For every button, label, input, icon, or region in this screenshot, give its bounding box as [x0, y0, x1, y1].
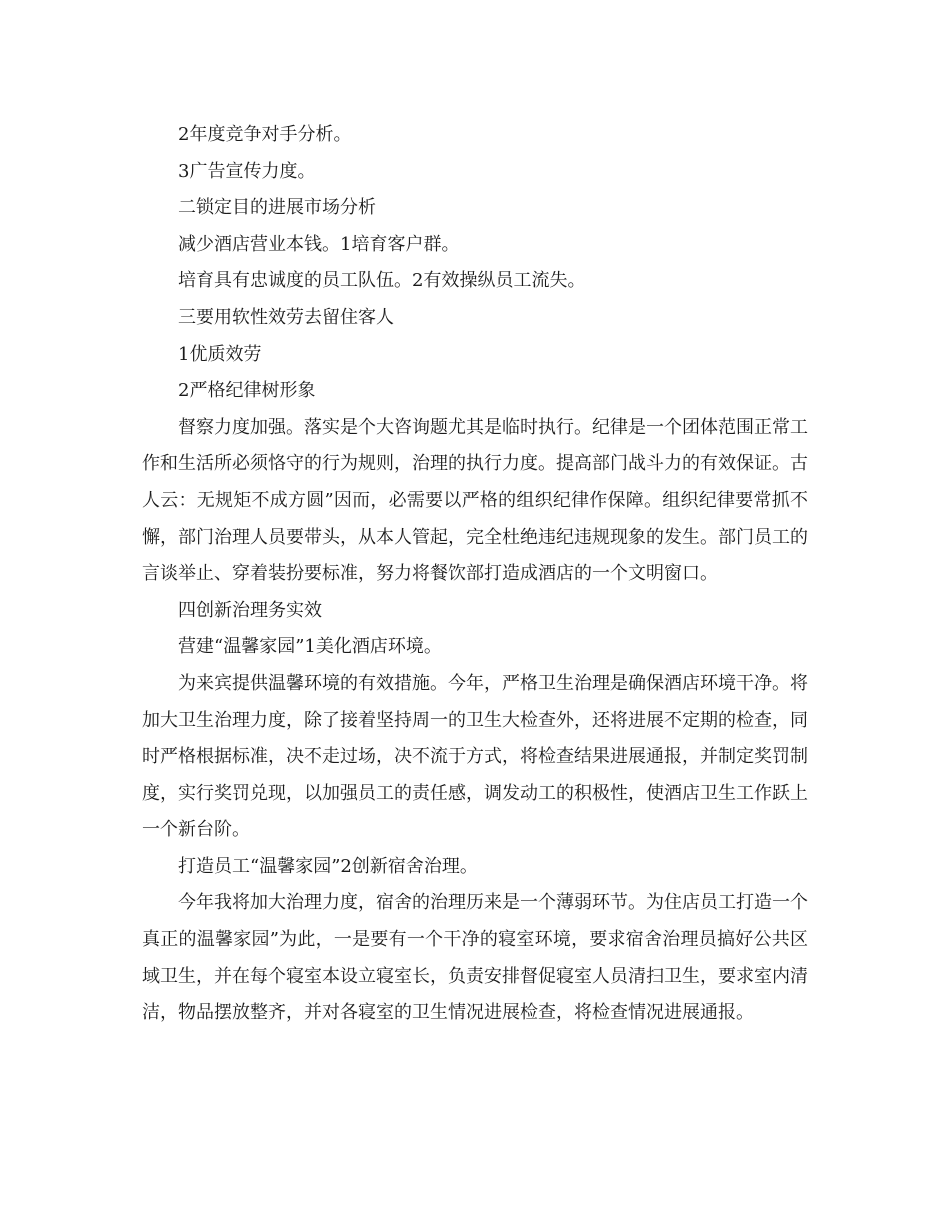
paragraph: 2年度竞争对手分析。: [178, 124, 352, 145]
section-heading: 二锁定目的进展市场分析: [178, 197, 376, 219]
paragraph: 督察力度加强。落实是个大咨询题尤其是临时执行。纪律是一个团体范围正常工作和生活所必须恪守的行为规则，治理的执行力度。提高部门战斗力的有效保证。古人云：无规矩不成方圆”因而，必需要以严格的组织纪律作保障。组织纪律要常抓不懈，部门治理人员要带头，从本人管起，完全杜绝违纪违规现象的发生。部门员工的言谈举止、穿着装扮要标准，努力将餐饮部打造成酒店的一个文明窗口。: [142, 416, 808, 585]
paragraph: 为来宾提供温馨环境的有效措施。今年，严格卫生治理是确保酒店环境干净。将加大卫生治理力度，除了接着坚持周一的卫生大检查外，还将进展不定期的检查，同时严格根据标准，决不走过场，决不流于方式，将检查结果进展通报，并制定奖罚制度，实行奖罚兑现，以加强员工的责任感，调发动工的积极性，使酒店卫生工作跃上一个新台阶。: [142, 672, 808, 841]
section-heading: 四创新治理务实效: [178, 599, 322, 621]
paragraph: 减少酒店营业本钱。1培育客户群。: [178, 233, 460, 255]
paragraph: 今年我将加大治理力度，宿舍的治理历来是一个薄弱环节。为住店员工打造一个真正的温馨家园”为此，一是要有一个干净的寝室环境，要求宿舍治理员搞好公共区域卫生，并在每个寝室本设立寝室长，负责安排督促寝室人员清扫卫生，要求室内清洁，物品摆放整齐，并对各寝室的卫生情况进展检查，将检查情况进展通报。: [142, 892, 808, 1024]
paragraph: 2严格纪律树形象: [178, 380, 316, 402]
paragraph: 打造员工“温馨家园”2创新宿舍治理。: [178, 855, 478, 877]
document-body: [142, 117, 808, 1032]
paragraph: 营建“温馨家园”1美化酒店环境。: [178, 636, 442, 658]
paragraph: 培育具有忠诚度的员工队伍。2有效操纵员工流失。: [178, 270, 586, 292]
paragraph: 3广告宣传力度。: [178, 160, 316, 182]
section-heading: 三要用软性效劳去留住客人: [178, 306, 394, 328]
paragraph: 1优质效劳: [178, 343, 262, 365]
